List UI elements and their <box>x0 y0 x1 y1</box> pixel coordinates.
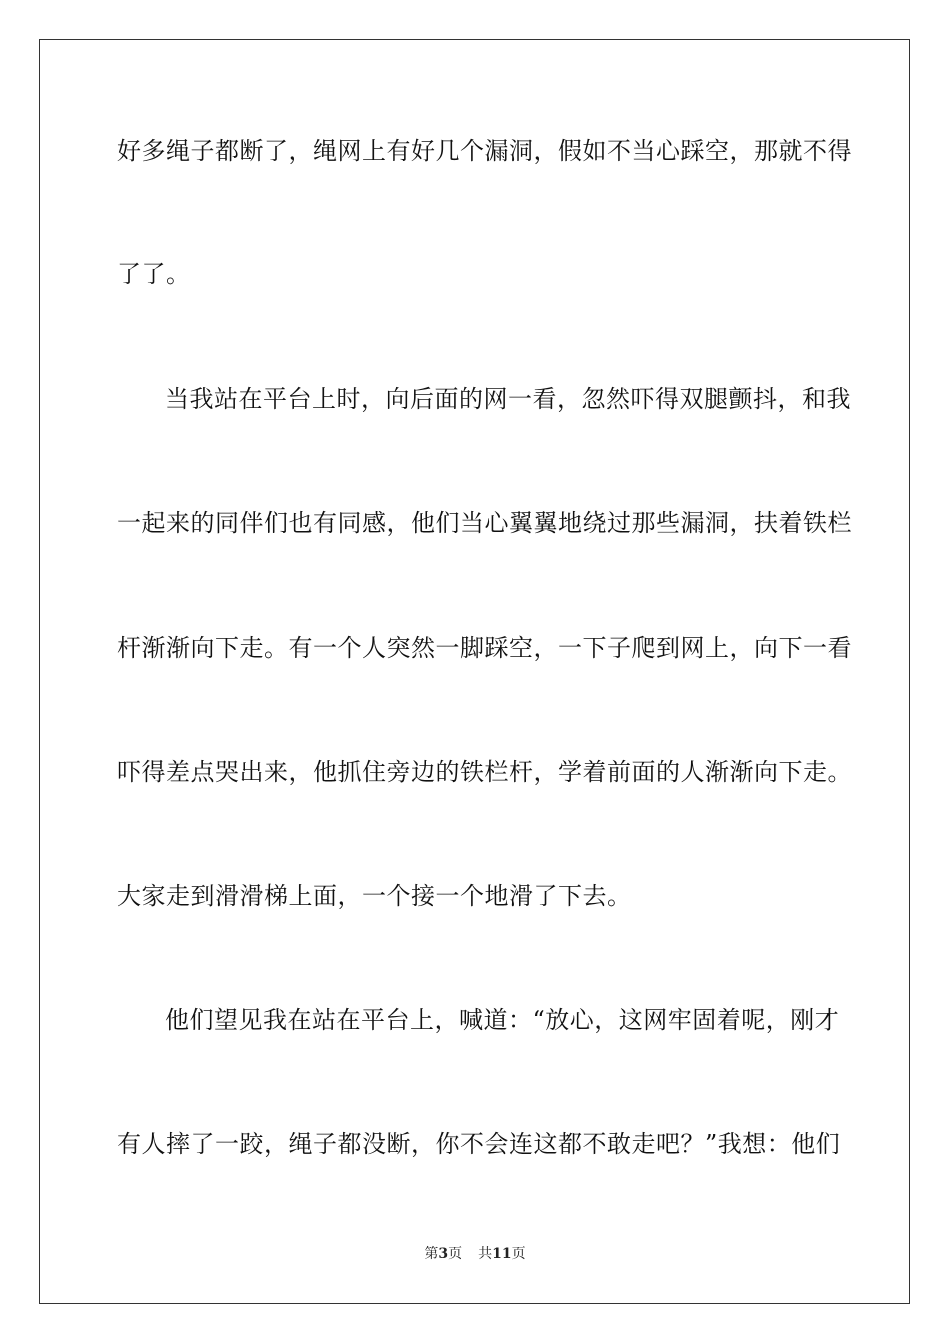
text-line-8: 他们望见我在站在平台上，喊道：“放心，这网牢固着呢，刚才 <box>165 1006 840 1034</box>
text-line-3: 当我站在平台上时，向后面的网一看，忽然吓得双腿颤抖，和我 <box>165 385 851 413</box>
footer-page-number: 3 <box>438 1246 449 1262</box>
text-line-2: 了了。 <box>117 260 191 288</box>
footer-total-number: 11 <box>492 1246 512 1262</box>
footer-page-prefix: 第 <box>424 1246 439 1262</box>
footer-total-prefix: 共 <box>478 1246 493 1262</box>
text-line-1: 好多绳子都断了，绳网上有好几个漏洞，假如不当心踩空，那就不得 <box>117 137 852 165</box>
text-line-6: 吓得差点哭出来，他抓住旁边的铁栏杆，学着前面的人渐渐向下走。 <box>117 758 852 786</box>
page-footer <box>0 1244 950 1264</box>
text-line-5: 杆渐渐向下走。有一个人突然一脚踩空，一下子爬到网上，向下一看 <box>117 634 852 662</box>
footer-total-suffix: 页 <box>511 1246 526 1262</box>
page-border <box>39 39 910 1304</box>
text-line-4: 一起来的同伴们也有同感，他们当心翼翼地绕过那些漏洞，扶着铁栏 <box>117 509 852 537</box>
text-line-7: 大家走到滑滑梯上面，一个接一个地滑了下去。 <box>117 882 632 910</box>
text-line-9: 有人摔了一跤，绳子都没断，你不会连这都不敢走吧？”我想：他们 <box>117 1130 841 1158</box>
footer-page-suffix: 页 <box>448 1246 463 1262</box>
